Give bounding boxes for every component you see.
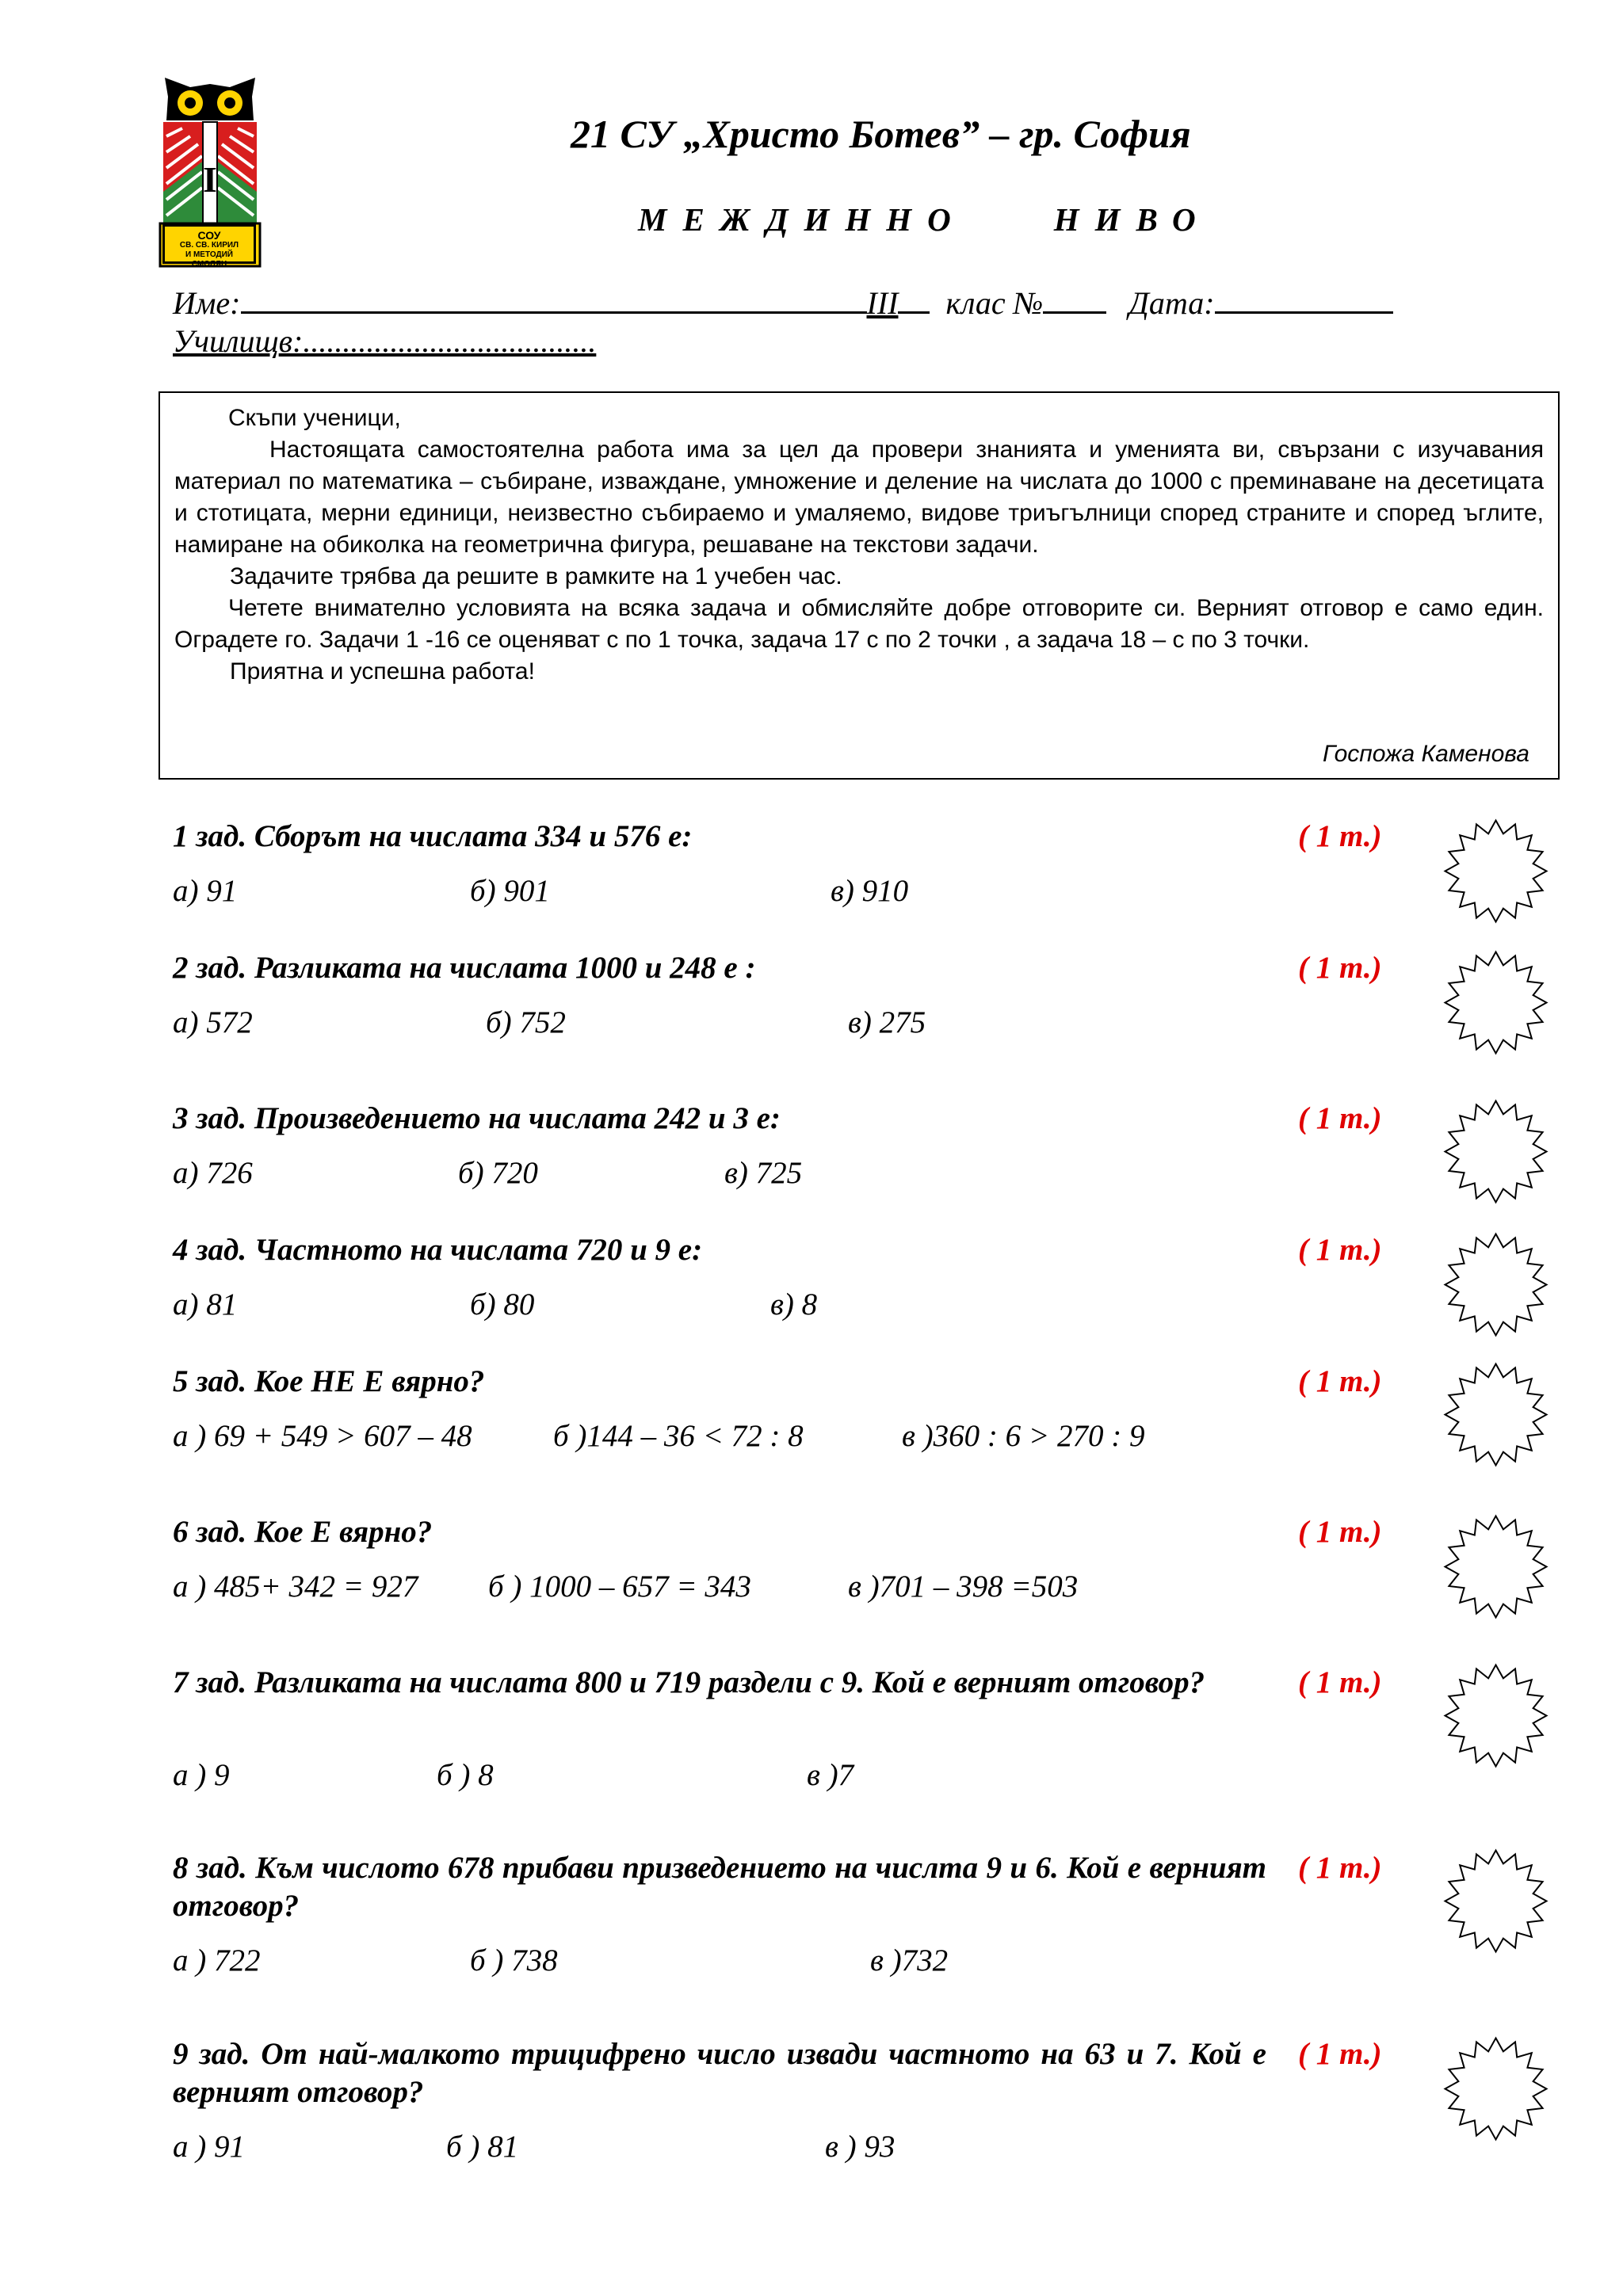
answer-c[interactable]: в) 8 bbox=[770, 1287, 818, 1322]
task-question: 9 зад. От най-малкото трицифрено число извади частното на 63 и 7. Кой е верният отговор? bbox=[173, 2037, 1266, 2109]
teacher-signature: Госпожа Каменова bbox=[1322, 741, 1529, 767]
school-title: 21 СУ „Христо Ботев” – гр. София bbox=[571, 112, 1191, 156]
score-star-shape bbox=[1445, 2039, 1547, 2140]
task-question: 3 зад. Произведението на числата 242 и 3 е: bbox=[173, 1101, 781, 1135]
intro-paragraph-1: Настоящата самостоятелна работа има за цел да провери знанията и уменията ви, свързани с изучавания материал по математика – събиране, изваждане, умножение и деление на числата до 1000 с преминаване на десетицата и стотицата, мерни единици, неизвестно събираемо и умаляемо, видове триъгълници според страните и според ъглите, намиране на обиколка на геометрична фигура, решаване на текстови задачи. bbox=[174, 437, 1544, 558]
score-star-icon bbox=[1442, 949, 1549, 1056]
intro-paragraph-4: Приятна и успешна работа! bbox=[230, 658, 535, 685]
logo-text-line2: СВ. СВ. КИРИЛ bbox=[179, 241, 239, 250]
task-points: ( 1 т.) bbox=[1298, 1364, 1382, 1398]
task-points: ( 1 т.) bbox=[1298, 2037, 1382, 2071]
answer-a[interactable]: а ) 722 bbox=[173, 1943, 261, 1978]
student-info-row bbox=[173, 283, 1393, 322]
intro-paragraph-3: Четете внимателно условията на всяка задача и обмисляйте добре отговорите си. Верният отговор е само един. Оградете го. Задачи 1 -16 се оценяват с по 1 точка, задача 17 с по 2 точки , а задача 18 – с по 3 точки. bbox=[174, 595, 1544, 653]
school-dots[interactable]: в:..................................... bbox=[278, 323, 597, 359]
name-label: Име: bbox=[173, 285, 241, 321]
answer-b[interactable]: б ) 8 bbox=[437, 1758, 494, 1792]
grade-blank bbox=[898, 283, 930, 314]
class-number-field[interactable] bbox=[1043, 283, 1106, 314]
school-field-row bbox=[173, 322, 596, 360]
score-star-shape bbox=[1445, 1665, 1547, 1767]
answer-a[interactable]: а ) 9 bbox=[173, 1758, 230, 1792]
task-question: 6 зад. Кое Е вярно? bbox=[173, 1515, 433, 1549]
score-star-shape bbox=[1445, 1516, 1547, 1618]
answer-c[interactable]: в )732 bbox=[870, 1943, 949, 1978]
answer-b[interactable]: б) 752 bbox=[486, 1005, 566, 1039]
task-points: ( 1 т.) bbox=[1298, 1851, 1382, 1885]
task-points: ( 1 т.) bbox=[1298, 1101, 1382, 1135]
answer-c[interactable]: в )360 : 6 > 270 : 9 bbox=[902, 1419, 1145, 1453]
task-points: ( 1 т.) bbox=[1298, 1665, 1382, 1699]
task-question: 2 зад. Разликата на числата 1000 и 248 е : bbox=[173, 951, 756, 985]
task-question: 7 зад. Разликата на числата 800 и 719 раздели с 9. Кой е верният отговор? bbox=[173, 1665, 1205, 1699]
score-star-shape bbox=[1445, 821, 1547, 922]
task-question: 8 зад. Към числото 678 прибави призведението на числта 9 и 6. Кой е верният отговор? bbox=[173, 1851, 1266, 1923]
answer-a[interactable]: а ) 485+ 342 = 927 bbox=[173, 1569, 418, 1604]
logo-numeral: I bbox=[203, 159, 217, 200]
date-label: Дата: bbox=[1128, 285, 1215, 321]
score-star-shape bbox=[1445, 1101, 1547, 1203]
score-star-shape bbox=[1445, 952, 1547, 1054]
score-star-icon bbox=[1442, 1848, 1549, 1955]
answer-b[interactable]: б )144 – 36 < 72 : 8 bbox=[553, 1419, 804, 1453]
logo-text-line4: СМОЛЯН bbox=[191, 260, 227, 269]
answer-b[interactable]: б) 901 bbox=[470, 874, 550, 908]
score-star-shape bbox=[1445, 1851, 1547, 1952]
intro-paragraph-2: Задачите трябва да решите в рамките на 1 учебен час. bbox=[230, 563, 842, 589]
answer-b[interactable]: б ) 738 bbox=[470, 1943, 558, 1978]
intro-greeting: Скъпи ученици, bbox=[228, 405, 401, 431]
answer-b[interactable]: б ) 1000 – 657 = 343 bbox=[488, 1569, 751, 1604]
score-star-shape bbox=[1445, 1364, 1547, 1466]
task-points: ( 1 т.) bbox=[1298, 1233, 1382, 1267]
answer-c[interactable]: в ) 93 bbox=[825, 2130, 896, 2164]
answer-a[interactable]: а ) 91 bbox=[173, 2130, 245, 2164]
answer-c[interactable]: в )7 bbox=[807, 1758, 854, 1792]
score-star-icon bbox=[1442, 1361, 1549, 1468]
answer-c[interactable]: в )701 – 398 =503 bbox=[848, 1569, 1079, 1604]
score-star-icon bbox=[1442, 1231, 1549, 1338]
answer-b[interactable]: б ) 81 bbox=[446, 2130, 519, 2164]
class-label: клас № bbox=[945, 285, 1044, 321]
date-field[interactable] bbox=[1215, 283, 1393, 314]
answer-b[interactable]: б) 720 bbox=[458, 1156, 538, 1190]
answer-c[interactable]: в) 910 bbox=[831, 874, 909, 908]
answer-a[interactable]: а) 572 bbox=[173, 1005, 253, 1039]
answer-c[interactable]: в) 725 bbox=[724, 1156, 803, 1190]
task-points: ( 1 т.) bbox=[1298, 951, 1382, 985]
score-star-shape bbox=[1445, 1234, 1547, 1336]
score-star-icon bbox=[1442, 1513, 1549, 1620]
task-question: 1 зад. Сборът на числата 334 и 576 е: bbox=[173, 819, 693, 853]
level-word-1: МЕЖДИННО bbox=[638, 201, 967, 238]
name-field[interactable] bbox=[241, 283, 867, 314]
school-label: Училищ bbox=[173, 323, 279, 359]
logo-text-line3: И МЕТОДИЙ bbox=[185, 250, 233, 259]
logo-caption bbox=[162, 224, 256, 269]
answer-a[interactable]: а) 81 bbox=[173, 1287, 238, 1322]
score-star-icon bbox=[1442, 818, 1549, 925]
answer-a[interactable]: а) 726 bbox=[173, 1156, 253, 1190]
score-star-icon bbox=[1442, 2035, 1549, 2142]
answer-a[interactable]: а ) 69 + 549 > 607 – 48 bbox=[173, 1419, 472, 1453]
task-points: ( 1 т.) bbox=[1298, 1515, 1382, 1549]
answer-c[interactable]: в) 275 bbox=[848, 1005, 926, 1039]
task-question: 5 зад. Кое НЕ Е вярно? bbox=[173, 1364, 485, 1398]
level-title bbox=[638, 200, 1212, 238]
task-points: ( 1 т.) bbox=[1298, 819, 1382, 853]
instructions-box bbox=[158, 391, 1560, 780]
score-star-icon bbox=[1442, 1098, 1549, 1205]
answer-b[interactable]: б) 80 bbox=[470, 1287, 535, 1322]
logo-text-sou: СОУ bbox=[197, 229, 221, 242]
level-word-2: НИВО bbox=[1053, 201, 1212, 238]
grade-value: III bbox=[866, 285, 899, 321]
task-question: 4 зад. Частното на числата 720 и 9 е: bbox=[173, 1233, 703, 1267]
answer-a[interactable]: а) 91 bbox=[173, 874, 238, 908]
score-star-icon bbox=[1442, 1662, 1549, 1769]
